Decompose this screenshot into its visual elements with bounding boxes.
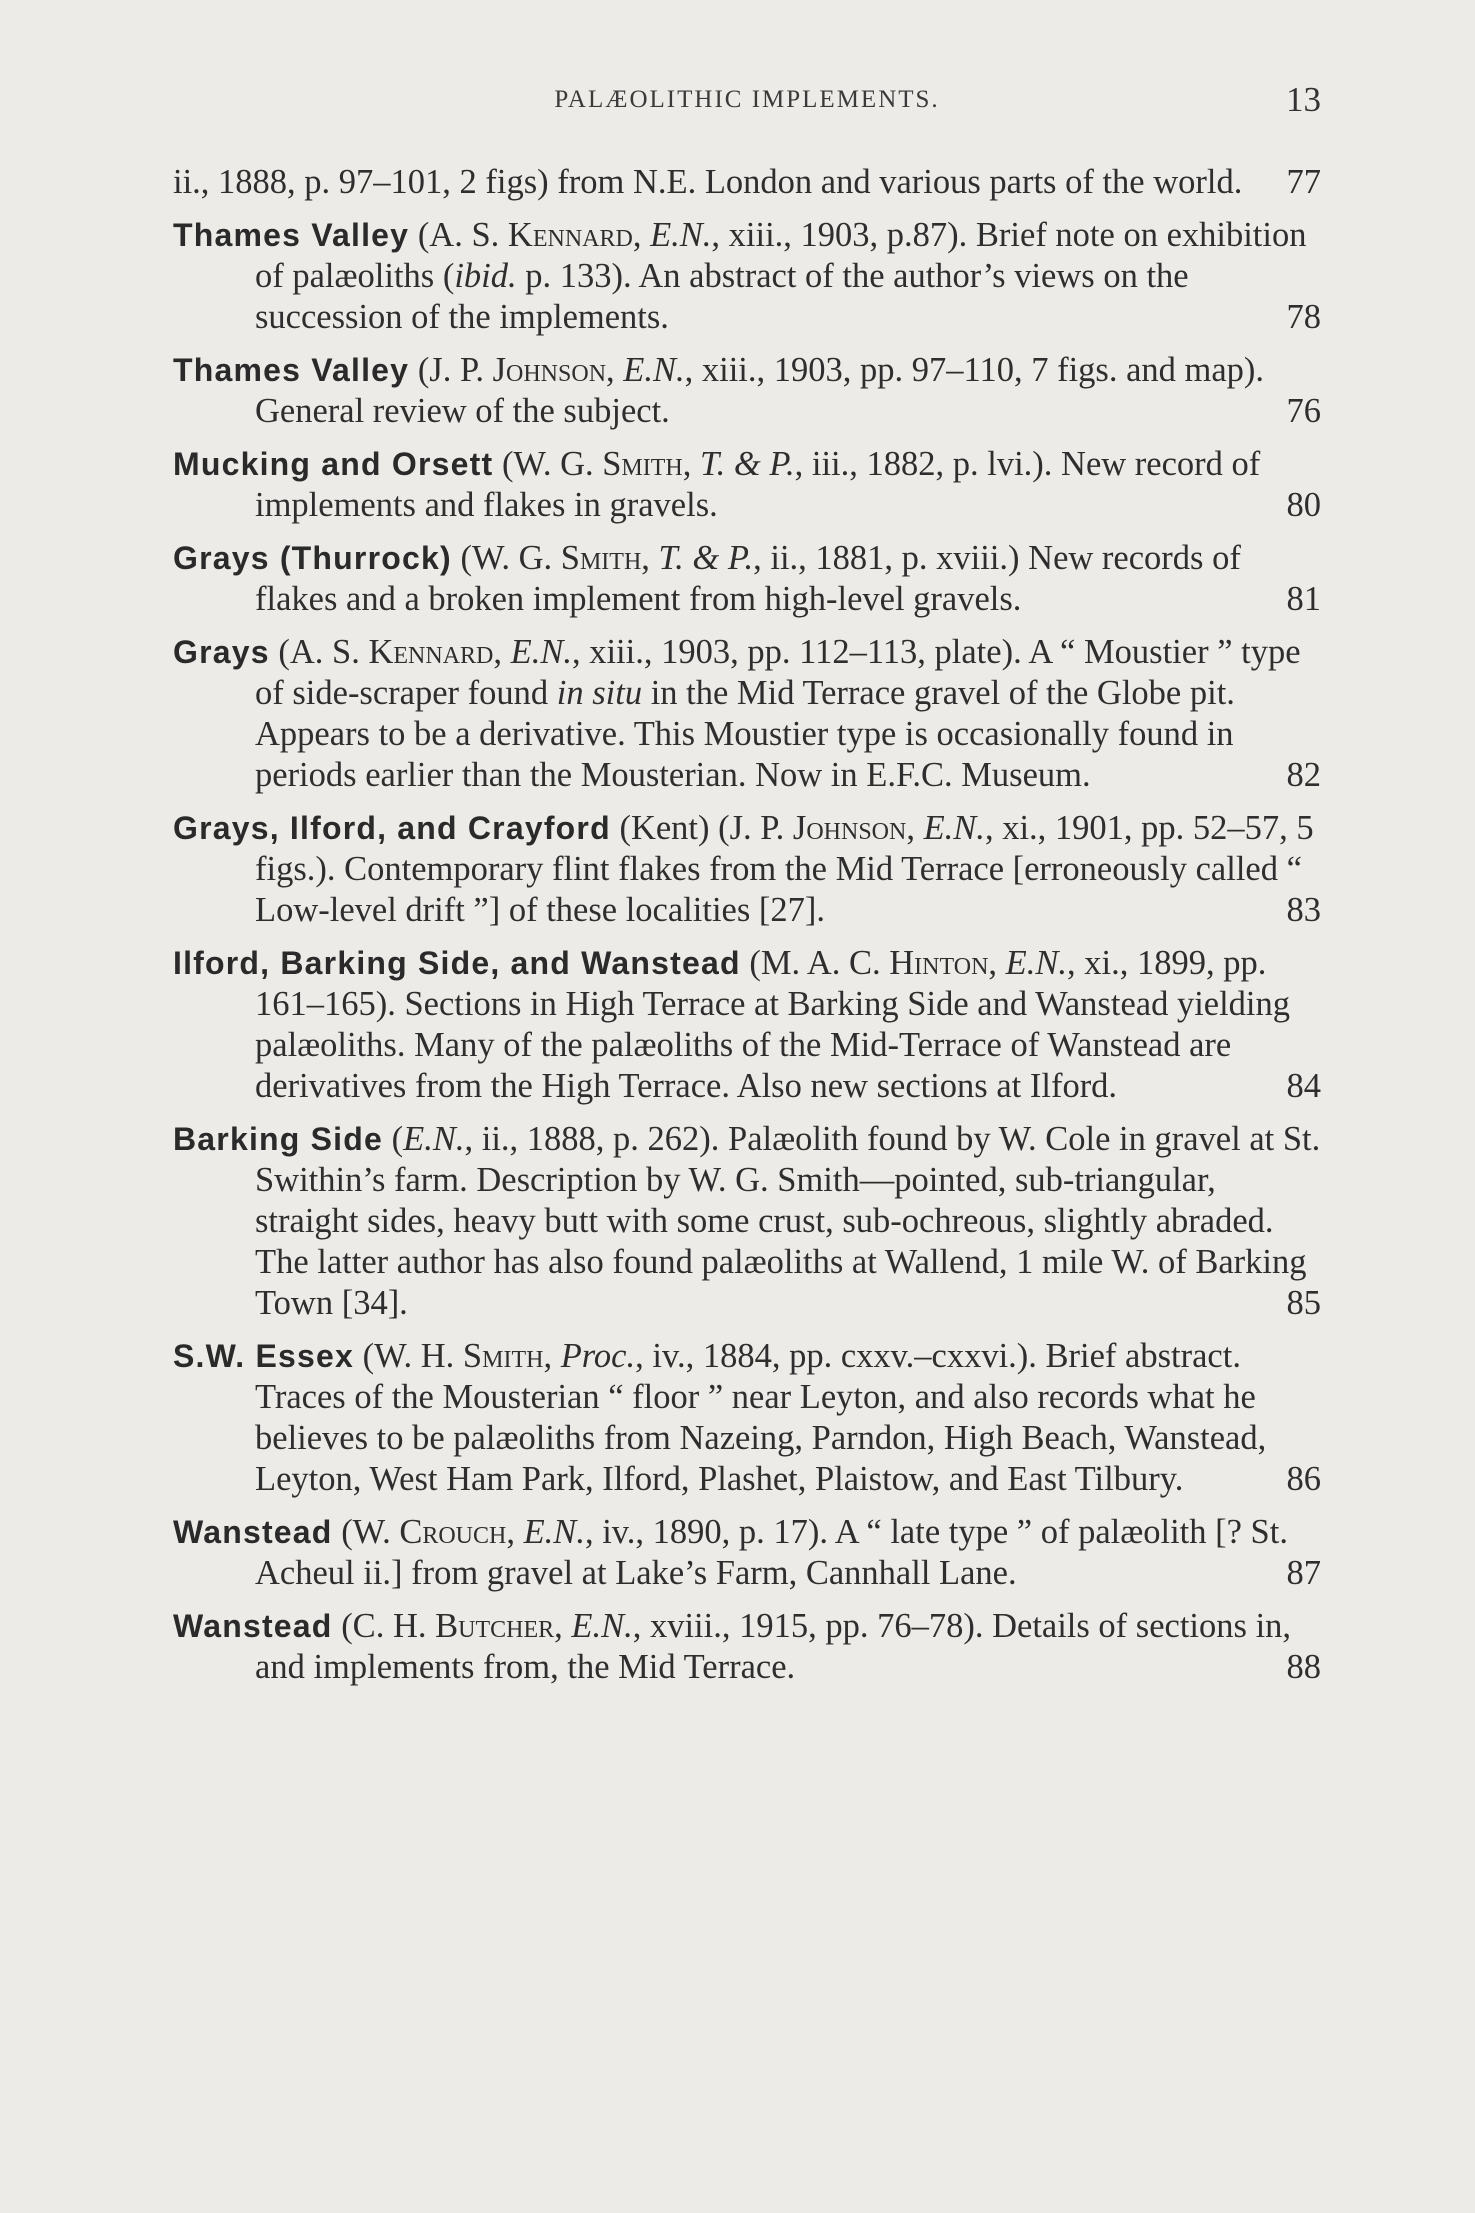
- entry-barking-side: Barking Side (E.N., ii., 1888, p. 262). Palæolith found by W. Cole in gravel at St. Swithin’s farm. Description by W. G. Smith—pointed, sub-triangular, straight sides, heavy butt with some crust, sub-ochreous, slightly abraded. The latter author has also found palæoliths at Wallend, 1 mile W. of Barking Town [34]. 85: [173, 1120, 1321, 1322]
- entry-journal: Proc.: [560, 1337, 636, 1375]
- entry-heading: Grays, Ilford, and Crayford: [173, 810, 611, 846]
- entry-number: 77: [1286, 163, 1321, 201]
- bibliography-list: [173, 162, 1321, 1700]
- entry-heading: Barking Side: [173, 1121, 384, 1157]
- entry-heading: Grays: [173, 634, 270, 670]
- entry-grays-kennard: Grays (A. S. Kennard, E.N., xiii., 1903, pp. 112–113, plate). A “ Moustier ” type of side-scraper found in situ in the Mid Terrace gravel of the Globe pit. Appears to be a derivative. This Moustier type is occasionally found in periods earlier than the Mousterian. Now in E.F.C. Museum. 82: [173, 633, 1321, 794]
- entry-ilford-barking-wanstead: Ilford, Barking Side, and Wanstead (M. A. C. Hinton, E.N., xi., 1899, pp. 161–165). Sections in High Terrace at Barking Side and Wanstead yielding palæoliths. Many of the palæoliths of the Mid-Terrace of Wanstead are derivatives from the High Terrace. Also new sections at Ilford. 84: [173, 944, 1321, 1105]
- page-number: 13: [1286, 80, 1321, 119]
- entry-number: 82: [1286, 756, 1321, 794]
- entry-heading: Thames Valley: [173, 217, 410, 253]
- entry-author: Johnson: [492, 351, 607, 389]
- entry-author: Smith: [560, 539, 642, 577]
- entry-sw-essex: S.W. Essex (W. H. Smith, Proc., iv., 1884, pp. cxxv.–cxxvi.). Brief abstract. Traces of the Mousterian “ floor ” near Leyton, and also records what he believes to be palæoliths from Nazeing, Parndon, High Beach, Wanstead, Leyton, West Ham Park, Ilford, Plashet, Plaistow, and East Tilbury. 86: [173, 1337, 1321, 1498]
- running-head: PALÆOLITHIC IMPLEMENTS.: [554, 86, 940, 113]
- entry-heading: Mucking and Orsett: [173, 446, 494, 482]
- entry-heading: S.W. Essex: [173, 1338, 354, 1374]
- entry-number: 87: [1286, 1554, 1321, 1592]
- entry-thames-valley-johnson: Thames Valley (J. P. Johnson, E.N., xiii., 1903, pp. 97–110, 7 figs. and map). General review of the subject. 76: [173, 351, 1321, 430]
- entry-journal: T. & P.: [700, 445, 795, 483]
- entry-thames-valley-kennard: Thames Valley (A. S. Kennard, E.N., xiii., 1903, p.87). Brief note on exhibition of palæoliths (ibid. p. 133). An abstract of the author’s views on the succession of the implements. 78: [173, 216, 1321, 336]
- entry-number: 88: [1286, 1648, 1321, 1686]
- entry-author: Kennard: [368, 633, 494, 671]
- entry-author: Hinton: [889, 944, 989, 982]
- entry-journal: E.N.: [403, 1120, 465, 1158]
- entry-number: 78: [1286, 298, 1321, 336]
- entry-journal: E.N.: [523, 1513, 585, 1551]
- entry-wanstead-butcher: Wanstead (C. H. Butcher, E.N., xviii., 1915, pp. 76–78). Details of sections in, and implements from, the Mid Terrace. 88: [173, 1607, 1321, 1686]
- entry-journal: E.N.: [1005, 944, 1067, 982]
- entry-continued: ii., 1888, p. 97–101, 2 figs) from N.E. London and various parts of the world. 77: [173, 163, 1321, 201]
- entry-author: Smith: [602, 445, 683, 483]
- page-header: [173, 80, 1321, 126]
- entry-number: 84: [1286, 1067, 1321, 1105]
- entry-author: Johnson: [792, 809, 907, 847]
- entry-journal: E.N.: [510, 633, 572, 671]
- entry-author: Smith: [462, 1337, 544, 1375]
- entry-journal: E.N.: [623, 351, 685, 389]
- entry-grays-thurrock: Grays (Thurrock) (W. G. Smith, T. & P., ii., 1881, p. xviii.) New records of flakes and a broken implement from high-level gravels. 81: [173, 539, 1321, 618]
- entry-number: 86: [1286, 1460, 1321, 1498]
- entry-heading: Thames Valley: [173, 352, 410, 388]
- entry-number: 76: [1286, 392, 1321, 430]
- entry-number: 85: [1286, 1284, 1321, 1322]
- entry-heading: Grays (Thurrock): [173, 540, 452, 576]
- entry-author: Crouch: [399, 1513, 507, 1551]
- entry-journal: E.N.: [571, 1607, 633, 1645]
- entry-number: 81: [1286, 580, 1321, 618]
- entry-grays-ilford-crayford: Grays, Ilford, and Crayford (Kent) (J. P. Johnson, E.N., xi., 1901, pp. 52–57, 5 figs.). Contemporary flint flakes from the Mid Terrace [erroneously called “ Low-level drift ”] of these localities [27]. 83: [173, 809, 1321, 929]
- entry-mucking-orsett: Mucking and Orsett (W. G. Smith, T. & P., iii., 1882, p. lvi.). New record of implements and flakes in gravels. 80: [173, 445, 1321, 524]
- entry-author: Butcher: [435, 1607, 555, 1645]
- entry-number: 80: [1286, 486, 1321, 524]
- entry-wanstead-crouch: Wanstead (W. Crouch, E.N., iv., 1890, p. 17). A “ late type ” of palæolith [? St. Acheul ii.] from gravel at Lake’s Farm, Cannhall Lane. 87: [173, 1513, 1321, 1592]
- entry-journal: T. & P.: [658, 539, 754, 577]
- entry-author: Kennard: [507, 216, 633, 254]
- entry-journal: E.N.: [923, 809, 985, 847]
- entry-journal: E.N.: [650, 216, 712, 254]
- entry-number: 83: [1286, 891, 1321, 929]
- entry-heading: Wanstead: [173, 1514, 333, 1550]
- entry-heading: Ilford, Barking Side, and Wanstead: [173, 945, 741, 981]
- entry-heading: Wanstead: [173, 1608, 333, 1644]
